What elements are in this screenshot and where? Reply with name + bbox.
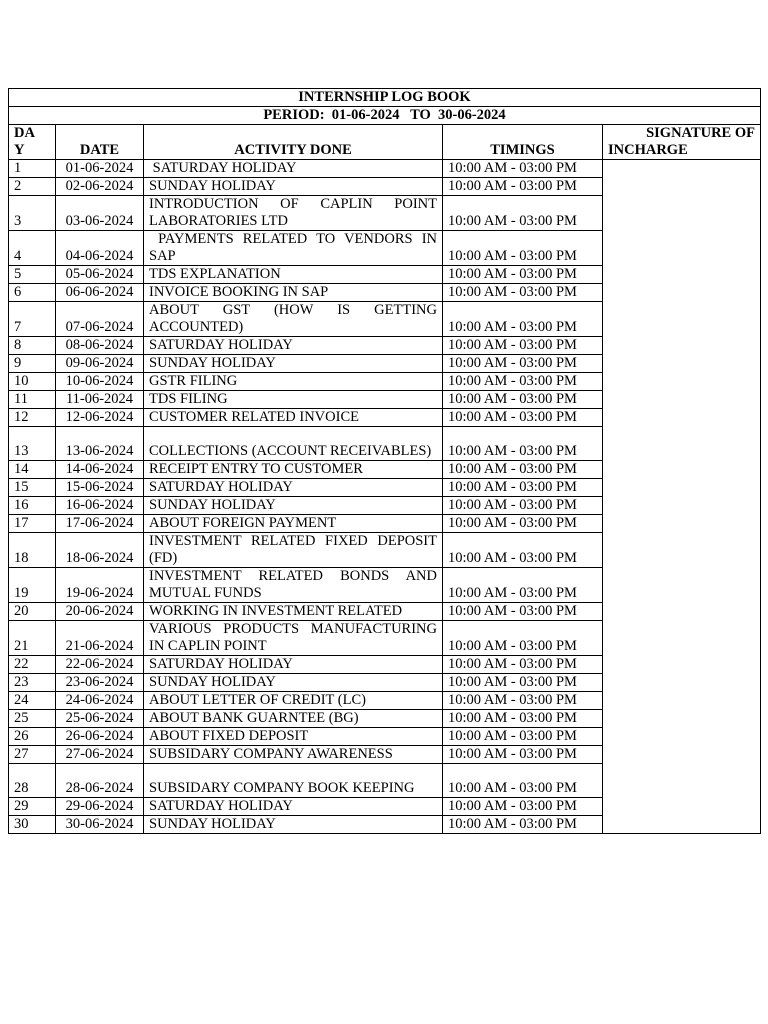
date-column-header: DATE xyxy=(56,125,144,160)
date-cell: 10-06-2024 xyxy=(56,373,144,391)
day-cell: 6 xyxy=(9,284,56,302)
timing-cell: 10:00 AM - 03:00 PM xyxy=(443,302,603,337)
date-cell: 08-06-2024 xyxy=(56,337,144,355)
day-cell: 21 xyxy=(9,621,56,656)
activity-cell: ABOUT BANK GUARNTEE (BG) xyxy=(144,710,443,728)
date-cell: 01-06-2024 xyxy=(56,160,144,178)
activity-cell: PAYMENTS RELATED TO VENDORS IN SAP xyxy=(144,231,443,266)
day-cell: 22 xyxy=(9,656,56,674)
activity-cell: SUBSIDARY COMPANY AWARENESS xyxy=(144,746,443,764)
date-cell: 16-06-2024 xyxy=(56,497,144,515)
activity-column-header: ACTIVITY DONE xyxy=(144,125,443,160)
timing-cell: 10:00 AM - 03:00 PM xyxy=(443,427,603,461)
table-title: INTERNSHIP LOG BOOK xyxy=(9,89,761,107)
signature-column-header xyxy=(603,125,761,160)
activity-cell: INVOICE BOOKING IN SAP xyxy=(144,284,443,302)
timing-cell: 10:00 AM - 03:00 PM xyxy=(443,728,603,746)
timings-column-header: TIMINGS xyxy=(443,125,603,160)
timing-cell: 10:00 AM - 03:00 PM xyxy=(443,160,603,178)
date-cell: 30-06-2024 xyxy=(56,816,144,834)
activity-cell: CUSTOMER RELATED INVOICE xyxy=(144,409,443,427)
day-cell: 23 xyxy=(9,674,56,692)
activity-cell: SATURDAY HOLIDAY xyxy=(144,479,443,497)
activity-cell: ABOUT LETTER OF CREDIT (LC) xyxy=(144,692,443,710)
day-cell: 26 xyxy=(9,728,56,746)
date-cell: 23-06-2024 xyxy=(56,674,144,692)
header-row xyxy=(9,125,761,160)
day-header-line2: Y xyxy=(14,142,25,158)
timing-cell: 10:00 AM - 03:00 PM xyxy=(443,178,603,196)
day-cell: 24 xyxy=(9,692,56,710)
timing-cell: 10:00 AM - 03:00 PM xyxy=(443,479,603,497)
timing-cell: 10:00 AM - 03:00 PM xyxy=(443,231,603,266)
date-cell: 26-06-2024 xyxy=(56,728,144,746)
timing-cell: 10:00 AM - 03:00 PM xyxy=(443,515,603,533)
timing-cell: 10:00 AM - 03:00 PM xyxy=(443,710,603,728)
timing-cell: 10:00 AM - 03:00 PM xyxy=(443,656,603,674)
activity-cell: SUNDAY HOLIDAY xyxy=(144,497,443,515)
day-cell: 1 xyxy=(9,160,56,178)
date-cell: 03-06-2024 xyxy=(56,196,144,231)
signature-cell[interactable] xyxy=(603,160,761,834)
date-cell: 07-06-2024 xyxy=(56,302,144,337)
timing-cell: 10:00 AM - 03:00 PM xyxy=(443,284,603,302)
date-cell: 13-06-2024 xyxy=(56,427,144,461)
day-cell: 30 xyxy=(9,816,56,834)
activity-cell: SUBSIDARY COMPANY BOOK KEEPING xyxy=(144,764,443,798)
day-cell: 25 xyxy=(9,710,56,728)
activity-cell: INVESTMENT RELATED BONDS AND MUTUAL FUNDS xyxy=(144,568,443,603)
day-cell: 17 xyxy=(9,515,56,533)
timing-cell: 10:00 AM - 03:00 PM xyxy=(443,764,603,798)
day-cell: 7 xyxy=(9,302,56,337)
timing-cell: 10:00 AM - 03:00 PM xyxy=(443,798,603,816)
date-cell: 12-06-2024 xyxy=(56,409,144,427)
activity-cell: SUNDAY HOLIDAY xyxy=(144,178,443,196)
day-cell: 16 xyxy=(9,497,56,515)
activity-cell: GSTR FILING xyxy=(144,373,443,391)
date-cell: 11-06-2024 xyxy=(56,391,144,409)
activity-cell: SATURDAY HOLIDAY xyxy=(144,160,443,178)
timing-cell: 10:00 AM - 03:00 PM xyxy=(443,603,603,621)
day-column-header xyxy=(9,125,56,160)
activity-cell: VARIOUS PRODUCTS MANUFACTURING IN CAPLIN POINT xyxy=(144,621,443,656)
activity-cell: WORKING IN INVESTMENT RELATED xyxy=(144,603,443,621)
timing-cell: 10:00 AM - 03:00 PM xyxy=(443,568,603,603)
timing-cell: 10:00 AM - 03:00 PM xyxy=(443,746,603,764)
day-cell: 28 xyxy=(9,764,56,798)
timing-cell: 10:00 AM - 03:00 PM xyxy=(443,355,603,373)
date-cell: 06-06-2024 xyxy=(56,284,144,302)
timing-cell: 10:00 AM - 03:00 PM xyxy=(443,266,603,284)
activity-cell: SUNDAY HOLIDAY xyxy=(144,816,443,834)
day-cell: 19 xyxy=(9,568,56,603)
activity-cell: ABOUT GST (HOW IS GETTING ACCOUNTED) xyxy=(144,302,443,337)
day-cell: 10 xyxy=(9,373,56,391)
title-row xyxy=(9,89,761,107)
timing-cell: 10:00 AM - 03:00 PM xyxy=(443,674,603,692)
timing-cell: 10:00 AM - 03:00 PM xyxy=(443,533,603,568)
log-book-sheet xyxy=(8,88,761,834)
date-cell: 29-06-2024 xyxy=(56,798,144,816)
day-cell: 27 xyxy=(9,746,56,764)
date-cell: 05-06-2024 xyxy=(56,266,144,284)
date-cell: 18-06-2024 xyxy=(56,533,144,568)
activity-cell: INVESTMENT RELATED FIXED DEPOSIT (FD) xyxy=(144,533,443,568)
timing-cell: 10:00 AM - 03:00 PM xyxy=(443,497,603,515)
date-cell: 28-06-2024 xyxy=(56,764,144,798)
date-cell: 09-06-2024 xyxy=(56,355,144,373)
date-cell: 17-06-2024 xyxy=(56,515,144,533)
timing-cell: 10:00 AM - 03:00 PM xyxy=(443,409,603,427)
table-row xyxy=(9,160,761,178)
date-cell: 14-06-2024 xyxy=(56,461,144,479)
activity-cell: SATURDAY HOLIDAY xyxy=(144,337,443,355)
day-header-line1: DA xyxy=(14,125,35,141)
internship-log-table xyxy=(8,88,761,834)
date-cell: 24-06-2024 xyxy=(56,692,144,710)
activity-cell: SUNDAY HOLIDAY xyxy=(144,674,443,692)
activity-cell: SATURDAY HOLIDAY xyxy=(144,798,443,816)
date-cell: 19-06-2024 xyxy=(56,568,144,603)
day-cell: 14 xyxy=(9,461,56,479)
date-cell: 04-06-2024 xyxy=(56,231,144,266)
activity-cell: TDS EXPLANATION xyxy=(144,266,443,284)
date-cell: 22-06-2024 xyxy=(56,656,144,674)
timing-cell: 10:00 AM - 03:00 PM xyxy=(443,621,603,656)
date-cell: 02-06-2024 xyxy=(56,178,144,196)
timing-cell: 10:00 AM - 03:00 PM xyxy=(443,816,603,834)
day-cell: 15 xyxy=(9,479,56,497)
timing-cell: 10:00 AM - 03:00 PM xyxy=(443,373,603,391)
date-cell: 21-06-2024 xyxy=(56,621,144,656)
timing-cell: 10:00 AM - 03:00 PM xyxy=(443,337,603,355)
timing-cell: 10:00 AM - 03:00 PM xyxy=(443,461,603,479)
day-cell: 8 xyxy=(9,337,56,355)
activity-cell: SUNDAY HOLIDAY xyxy=(144,355,443,373)
timing-cell: 10:00 AM - 03:00 PM xyxy=(443,692,603,710)
period-row xyxy=(9,107,761,125)
period-label: PERIOD: 01-06-2024 TO 30-06-2024 xyxy=(9,107,761,125)
day-cell: 5 xyxy=(9,266,56,284)
day-cell: 18 xyxy=(9,533,56,568)
activity-cell: INTRODUCTION OF CAPLIN POINT LABORATORIES LTD xyxy=(144,196,443,231)
timing-cell: 10:00 AM - 03:00 PM xyxy=(443,196,603,231)
day-cell: 9 xyxy=(9,355,56,373)
activity-cell: TDS FILING xyxy=(144,391,443,409)
day-cell: 2 xyxy=(9,178,56,196)
day-cell: 20 xyxy=(9,603,56,621)
activity-cell: RECEIPT ENTRY TO CUSTOMER xyxy=(144,461,443,479)
activity-cell: ABOUT FOREIGN PAYMENT xyxy=(144,515,443,533)
timing-cell: 10:00 AM - 03:00 PM xyxy=(443,391,603,409)
date-cell: 15-06-2024 xyxy=(56,479,144,497)
day-cell: 12 xyxy=(9,409,56,427)
day-cell: 11 xyxy=(9,391,56,409)
day-cell: 3 xyxy=(9,196,56,231)
date-cell: 20-06-2024 xyxy=(56,603,144,621)
activity-cell: SATURDAY HOLIDAY xyxy=(144,656,443,674)
day-cell: 4 xyxy=(9,231,56,266)
activity-cell: COLLECTIONS (ACCOUNT RECEIVABLES) xyxy=(144,427,443,461)
date-cell: 25-06-2024 xyxy=(56,710,144,728)
signature-header-line1: SIGNATURE OF xyxy=(646,125,755,141)
day-cell: 13 xyxy=(9,427,56,461)
date-cell: 27-06-2024 xyxy=(56,746,144,764)
signature-header-line2: INCHARGE xyxy=(608,142,688,158)
activity-cell: ABOUT FIXED DEPOSIT xyxy=(144,728,443,746)
day-cell: 29 xyxy=(9,798,56,816)
